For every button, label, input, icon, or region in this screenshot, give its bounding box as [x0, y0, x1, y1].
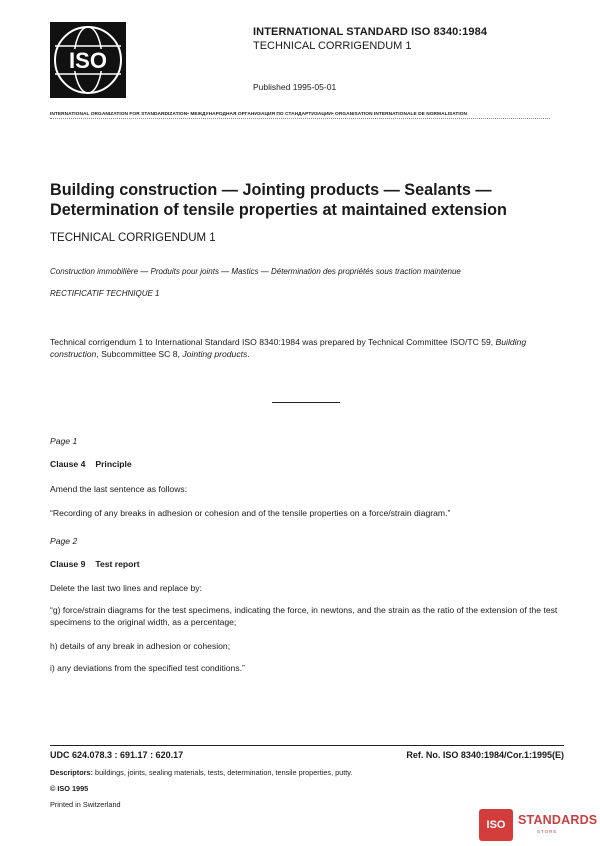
- intro-part-3: .: [247, 349, 250, 359]
- title-line-1: Building construction — Jointing products — Sealants —: [50, 181, 492, 199]
- clause-9-item-g: “g) force/strain diagrams for the test specimens, indicating the force, in newtons, and the strain as the ratio of the extension of the test specimens to the original width, as a percentage;: [50, 605, 558, 627]
- iso-standards-store-watermark: [479, 809, 597, 841]
- descriptors-label: Descriptors:: [50, 768, 93, 777]
- clause-9-item-i: i) any deviations from the specified test conditions.”: [50, 663, 245, 673]
- descriptors: [50, 768, 352, 777]
- clause-heading-9: [50, 559, 140, 569]
- clause-4-instruction: Amend the last sentence as follows:: [50, 484, 188, 494]
- intro-part-2: , Subcommittee SC 8,: [96, 349, 183, 359]
- clause-9-instruction: Delete the last two lines and replace by:: [50, 583, 202, 593]
- iso-logo-text: ISO: [69, 48, 107, 73]
- reference-number: Ref. No. ISO 8340:1984/Cor.1:1995(E): [406, 750, 564, 760]
- french-corrigendum: RECTIFICATIF TECHNIQUE 1: [50, 289, 160, 298]
- watermark-badge: ISO: [479, 809, 513, 841]
- watermark-sub: STORE: [537, 829, 558, 834]
- published-date: Published 1995-05-01: [253, 82, 337, 92]
- corrigendum-heading: TECHNICAL CORRIGENDUM 1: [50, 232, 216, 244]
- intro-italic-2: Jointing products: [182, 349, 248, 359]
- clause-heading-4: [50, 459, 132, 469]
- copyright: © ISO 1995: [50, 784, 89, 793]
- separator-rule: [272, 402, 340, 403]
- document-title: [50, 180, 570, 220]
- standard-title: INTERNATIONAL STANDARD ISO 8340:1984: [253, 26, 488, 38]
- watermark-word: STANDARDS: [518, 813, 598, 827]
- intro-part-1: Technical corrigendum 1 to International Standard ISO 8340:1984 was prepared by Technical Committee ISO/TC 59,: [50, 337, 496, 347]
- clause-9-item-h: h) details of any break in adhesion or cohesion;: [50, 641, 231, 651]
- french-title: Construction immobilière — Produits pour joints — Mastics — Détermination des propriétés sous traction maintenue: [50, 267, 461, 276]
- clause-number: Clause 4: [50, 459, 86, 469]
- page-ref-2: Page 2: [50, 536, 78, 546]
- footer-rule: [50, 745, 564, 746]
- clause-number: Clause 9: [50, 559, 86, 569]
- clause-title: Principle: [95, 459, 132, 469]
- iso-logo: [50, 22, 126, 98]
- udc-code: UDC 624.078.3 : 691.17 : 620.17: [50, 750, 184, 760]
- iso-globe-icon: [50, 22, 126, 98]
- title-line-2: Determination of tensile properties at maintained extension: [50, 201, 507, 219]
- corrigendum-label: TECHNICAL CORRIGENDUM 1: [253, 40, 412, 52]
- clause-title: Test report: [95, 559, 140, 569]
- page-ref-1: Page 1: [50, 436, 78, 446]
- organization-names: INTERNATIONAL ORGANIZATION FOR STANDARDIZATION• МЕЖДУНАРОДНАЯ ОРГАНИЗАЦИЯ ПО СТАНДАРТИЗАЦИИ• ORGANISATION INTERNATIONALE DE NORMALISATION: [50, 112, 550, 119]
- intro-italic-1: Building construction: [50, 337, 527, 359]
- printed-in: Printed in Switzerland: [50, 800, 121, 809]
- clause-4-text: “Recording of any breaks in adhesion or cohesion and of the tensile properties on a force/strain diagram.”: [50, 508, 451, 518]
- intro-paragraph: [50, 336, 564, 360]
- descriptors-list: buildings, joints, sealing materials, tests, determination, tensile properties, putty.: [92, 768, 353, 777]
